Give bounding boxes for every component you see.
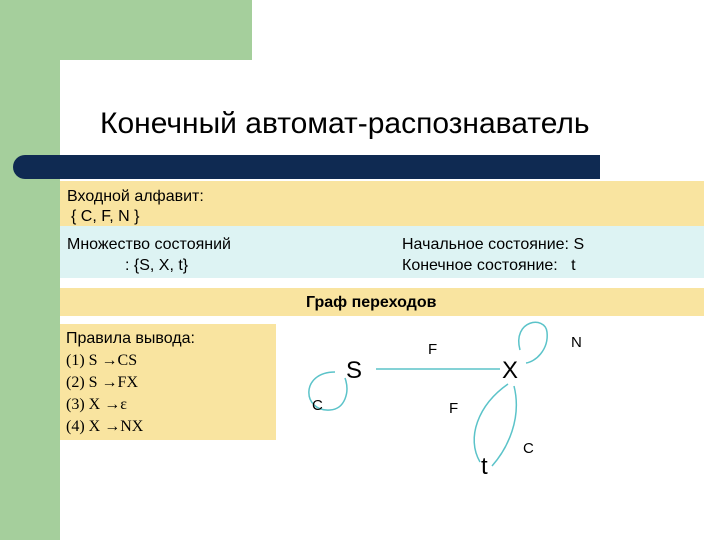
states-value: : {S, X, t} (125, 257, 189, 274)
rule-1: (1) S →CS (66, 352, 138, 369)
edge-x-to-t-alt (492, 386, 516, 466)
rule-4: (4) X →NX (66, 418, 144, 435)
rule-3: (3) X →ε (66, 396, 127, 413)
rule-2: (2) S →FX (66, 374, 139, 391)
alphabet-value: { C, F, N } (71, 208, 140, 225)
edge-label-f-top: F (428, 341, 438, 358)
rules-label: Правила вывода: (66, 330, 195, 347)
final-state: Конечное состояние: t (402, 257, 576, 274)
alphabet-label: Входной алфавит: (67, 188, 204, 205)
node-t: t (481, 453, 488, 480)
node-x: X (502, 357, 519, 384)
edge-x-loop (519, 322, 547, 363)
edge-label-c-left: C (312, 397, 323, 414)
node-s: S (346, 357, 363, 384)
edge-label-n: N (571, 334, 582, 351)
start-state: Начальное состояние: S (402, 236, 585, 253)
edge-label-c-right: C (523, 440, 534, 457)
slide-title: Конечный автомат-распознаватель (100, 107, 590, 140)
edge-label-f-bottom: F (449, 400, 459, 417)
graph-title: Граф переходов (306, 294, 437, 311)
states-label: Множество состояний (67, 236, 231, 253)
